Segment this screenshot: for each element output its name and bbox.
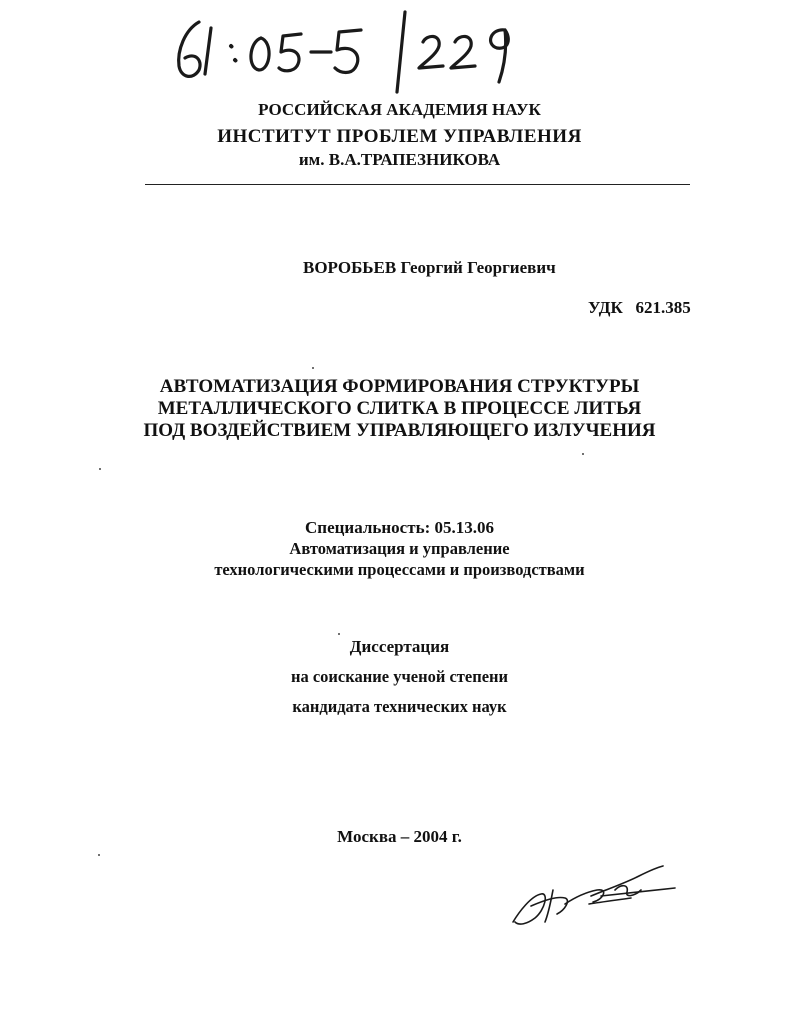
signature-icon bbox=[505, 860, 680, 932]
thesis-title-line: АВТОМАТИЗАЦИЯ ФОРМИРОВАНИЯ СТРУКТУРЫ bbox=[159, 376, 640, 397]
udc-value: 621.385 bbox=[635, 298, 691, 317]
scan-speck bbox=[98, 854, 100, 856]
academy-name: РОССИЙСКАЯ АКАДЕМИЯ НАУК bbox=[258, 100, 541, 119]
institute-named-after: им. В.А.ТРАПЕЗНИКОВА bbox=[298, 150, 501, 169]
specialty-line: Автоматизация и управление bbox=[289, 539, 510, 558]
udc-label: УДК bbox=[588, 298, 623, 317]
scan-speck bbox=[338, 633, 340, 635]
specialty-line: технологическими процессами и производствами bbox=[214, 560, 585, 579]
institute-name: ИНСТИТУТ ПРОБЛЕМ УПРАВЛЕНИЯ bbox=[217, 126, 582, 147]
dissertation-type: Диссертация bbox=[349, 637, 450, 656]
author-given-names: Георгий Георгиевич bbox=[400, 258, 556, 277]
author-surname: ВОРОБЬЕВ bbox=[303, 258, 397, 277]
scan-speck bbox=[99, 468, 101, 470]
header-divider bbox=[145, 184, 690, 185]
thesis-title-line: ПОД ВОЗДЕЙСТВИЕМ УПРАВЛЯЮЩЕГО ИЗЛУЧЕНИЯ bbox=[143, 420, 656, 441]
scan-speck bbox=[312, 367, 314, 369]
dissertation-line: на соискание ученой степени bbox=[290, 667, 509, 686]
place-and-year: Москва – 2004 г. bbox=[337, 827, 462, 846]
scan-speck bbox=[582, 453, 584, 455]
handwritten-archive-mark bbox=[165, 8, 545, 98]
thesis-title-line: МЕТАЛЛИЧЕСКОГО СЛИТКА В ПРОЦЕССЕ ЛИТЬЯ bbox=[157, 398, 642, 419]
udc-code bbox=[588, 298, 691, 318]
dissertation-line: кандидата технических наук bbox=[292, 697, 507, 716]
author-name bbox=[303, 258, 556, 278]
specialty-label: Специальность: 05.13.06 bbox=[305, 518, 494, 537]
